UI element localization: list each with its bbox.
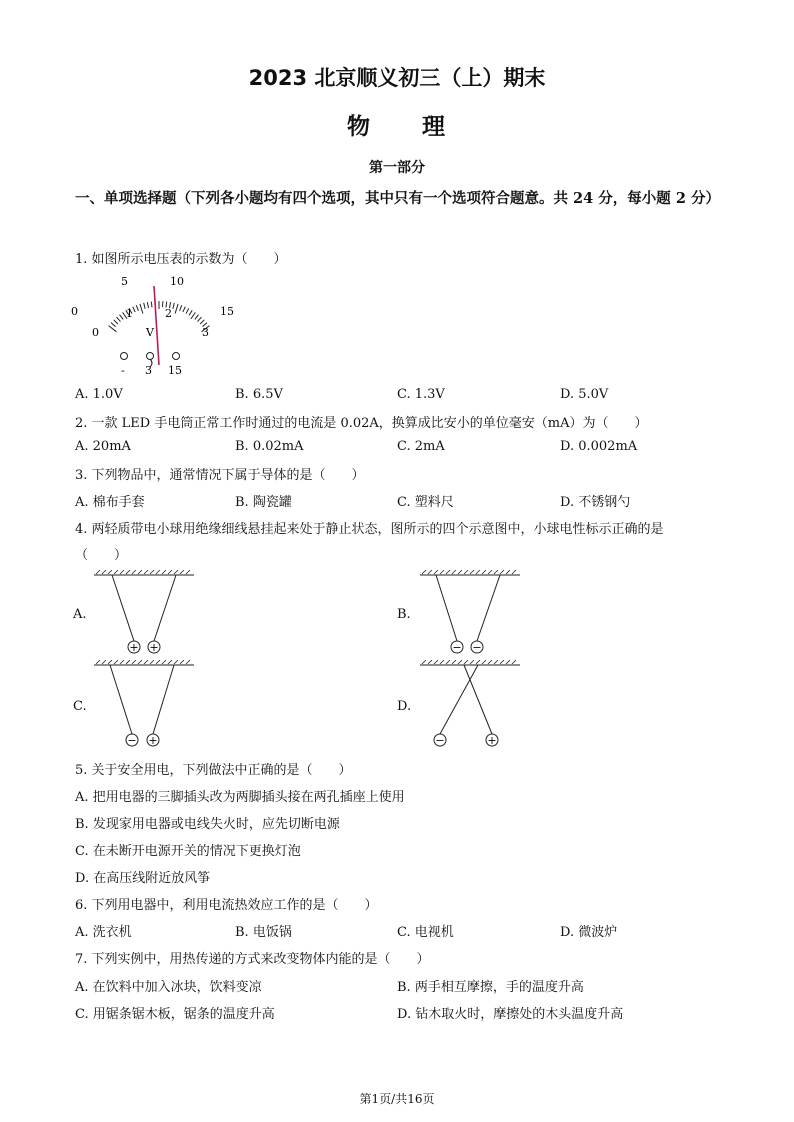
voltmeter-lower-label-3: 3 [202,326,209,339]
voltmeter-tick [144,303,145,309]
ball-left-charge: − [127,734,137,747]
voltmeter-tick [114,320,118,324]
voltmeter-tick [198,317,202,322]
q2-option-b: B. 0.02mA [235,439,304,454]
q7-option-b: B. 两手相互摩擦，手的温度升高 [397,980,584,995]
ceiling-hatch [422,570,516,574]
q6-option-d: D. 微波炉 [560,925,618,940]
question-1-stem: 1. 如图所示电压表的示数为（ ） [75,252,287,267]
ceiling-hatch [96,660,190,664]
voltmeter-figure [68,270,248,380]
question-3-stem: 3. 下列物品中，通常情况下属于导体的是（ ） [75,468,365,483]
q3-option-c: C. 塑料尺 [397,495,454,510]
ball-left-charge: + [129,641,139,654]
voltmeter-upper-label-10: 10 [170,275,184,288]
voltmeter-needle [154,286,159,365]
voltmeter-lower-label-0: 0 [92,326,99,339]
voltmeter-upper-label-0: 0 [71,305,78,318]
q2-option-a: A. 20mA [75,439,131,454]
q5-option-c: C. 在未断开电源开关的情况下更换灯泡 [75,844,301,859]
voltmeter-tick [117,317,121,322]
terminal-3 [147,353,154,360]
ball-right-charge: − [472,641,482,654]
voltmeter-tick [186,308,189,313]
voltmeter-upper-label-5: 5 [121,275,128,288]
voltmeter-tick [151,302,152,308]
q4-option-c: C. [73,699,87,714]
voltmeter-tick [111,323,116,327]
q4-figure-d [416,660,526,748]
voltmeter-lower-label-1: 1 [126,307,133,320]
section-heading: 一、单项选择题（下列各小题均有四个选项，其中只有一个选项符合题意。共 24 分，每小题 2 分） [75,190,720,207]
voltmeter-upper-label-15: 15 [220,305,234,318]
ball-right-charge: + [149,641,159,654]
voltmeter-tick [133,307,136,312]
voltmeter-lower-label-2: 2 [165,307,172,320]
ball-right-charge: + [487,734,497,747]
voltmeter-tick [175,304,178,314]
voltmeter-tick [180,305,182,311]
q1-option-b: B. 6.5V [235,387,283,402]
voltmeter-tick [173,303,174,309]
q1-option-a: A. 1.0V [75,387,123,402]
q3-option-b: B. 陶瓷罐 [235,495,292,510]
terminal-15 [173,353,180,360]
terminal-negative [121,353,128,360]
q7-option-c: C. 用锯条锯木板，锯条的温度升高 [75,1007,275,1022]
q2-option-c: C. 2mA [397,439,445,454]
terminal-label-15: 15 [168,364,182,377]
ball-left-charge: − [452,641,462,654]
q6-option-b: B. 电饭锅 [235,925,292,940]
q6-option-c: C. 电视机 [397,925,454,940]
q1-option-c: C. 1.3V [397,387,445,402]
q4-figure-c [90,660,200,748]
ball-right-charge: + [148,734,158,747]
q4-option-a: A. [73,607,87,622]
voltmeter-tick [136,305,138,311]
page-footer: 第1页/共16页 [359,1092,435,1106]
voltmeter-tick [140,304,143,314]
question-5-stem: 5. 关于安全用电，下列做法中正确的是（ ） [75,763,352,778]
question-7-stem: 7. 下列实例中，用热传递的方式来改变物体内能的是（ ） [75,952,430,967]
voltmeter-tick [191,312,196,319]
q4-option-d: D. [397,699,412,714]
q5-option-d: D. 在高压线附近放风筝 [75,871,211,886]
question-4-stem: 4. 两轻质带电小球用绝缘细线悬挂起来处于静止状态，图所示的四个示意图中，小球电性标示正确的是 [75,522,664,537]
voltmeter-tick [189,310,192,315]
q1-option-d: D. 5.0V [560,387,609,402]
ball-left-charge: − [435,734,445,747]
question-4-stem-cont: （ ） [75,548,128,563]
subject-title: 物 理 [347,114,447,140]
page-title: 2023 北京顺义初三（上）期末 [248,66,546,90]
part-heading: 第一部分 [369,160,425,176]
voltmeter-tick [120,315,124,320]
q4-figure-b [416,570,526,656]
ceiling-hatch [422,660,516,664]
terminal-label-negative: - [121,364,125,377]
terminal-label-3: 3 [145,364,152,377]
q2-option-d: D. 0.002mA [560,439,638,454]
q3-option-d: D. 不锈钢勺 [560,495,631,510]
q7-option-d: D. 钻木取火时，摩擦处的木头温度升高 [397,1007,624,1022]
voltmeter-unit: V [146,326,154,339]
voltmeter-tick [200,320,204,324]
q7-option-a: A. 在饮料中加入冰块，饮料变凉 [75,980,262,995]
voltmeter-tick [147,302,148,308]
q6-option-a: A. 洗衣机 [75,925,132,940]
voltmeter-tick [195,315,199,320]
voltmeter-tick [183,307,186,312]
q4-figure-a [90,570,200,656]
question-6-stem: 6. 下列用电器中，利用电流热效应工作的是（ ） [75,898,378,913]
question-2-stem: 2. 一款 LED 手电筒正常工作时通过的电流是 0.02A，换算成比安小的单位毫安（mA）为（ ） [75,416,648,431]
q5-option-a: A. 把用电器的三脚插头改为两脚插头接在两孔插座上使用 [75,790,405,805]
ceiling-hatch [96,570,190,574]
voltmeter-scale-ticks [109,301,210,332]
q3-option-a: A. 棉布手套 [75,495,145,510]
q5-option-b: B. 发现家用电器或电线失火时，应先切断电源 [75,817,340,832]
q4-option-b: B. [397,607,411,622]
